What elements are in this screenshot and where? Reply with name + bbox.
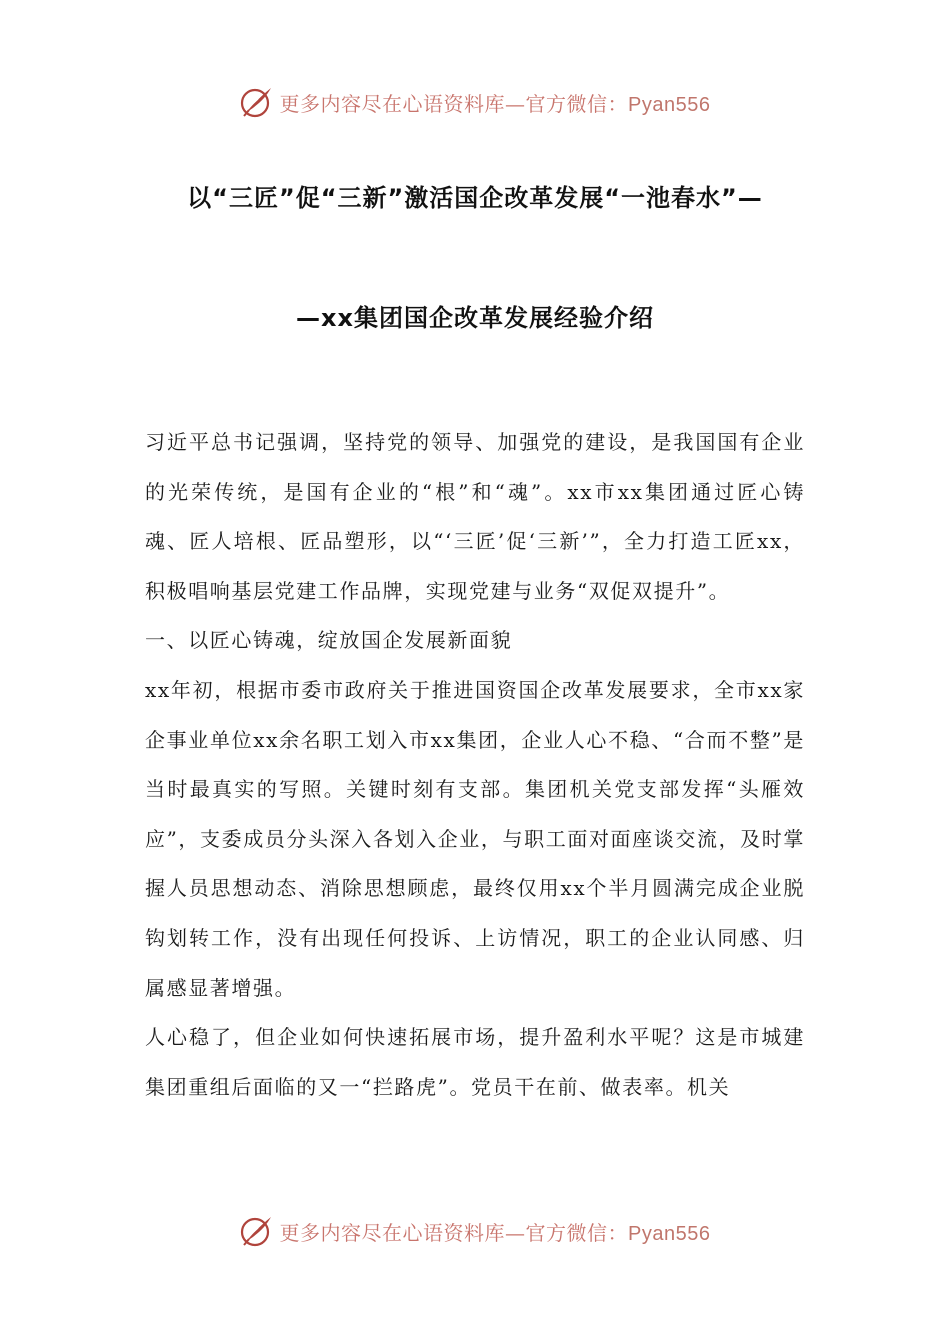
banner-text bbox=[280, 88, 711, 117]
quill-logo-icon bbox=[240, 1214, 274, 1248]
body-paragraph: xx年初，根据市委市政府关于推进国资国企改革发展要求，全市xx家企事业单位xx余名职工划入市xx集团，企业人心不稳、“合而不整”是当时最真实的写照。关键时刻有支部。集团机关党支部发挥“头雁效应”，支委成员分头深入各划入企业，与职工面对面座谈交流，及时掌握人员思想动态、消除思想顾虑，最终仅用xx个半月圆满完成企业脱钩划转工作，没有出现任何投诉、上访情况，职工的企业认同感、归属感显著增强。 bbox=[145, 677, 805, 1000]
header-banner bbox=[0, 82, 950, 122]
banner-text bbox=[280, 1217, 711, 1246]
document-title-line-1: 以“三匠”促“三新”激活国企改革发展“一池春水”— bbox=[187, 184, 763, 212]
banner-wechat-id: Pyan556 bbox=[628, 1222, 711, 1245]
banner-wechat-id: Pyan556 bbox=[628, 93, 711, 116]
footer-banner bbox=[0, 1211, 950, 1251]
body-paragraph: 人心稳了，但企业如何快速拓展市场，提升盈利水平呢？这是市城建集团重组后面临的又一“拦路虎”。党员干在前、做表率。机关 bbox=[145, 1025, 805, 1099]
banner-brand-text: 更多内容尽在心语资料库—官方微信： bbox=[279, 91, 629, 116]
section-heading-1: 一、以匠心铸魂，绽放国企发展新面貌 bbox=[145, 628, 513, 653]
banner-brand-text: 更多内容尽在心语资料库—官方微信： bbox=[279, 1220, 629, 1245]
document-body bbox=[145, 418, 805, 1112]
document-title-line-2: —xx集团国企改革发展经验介绍 bbox=[296, 304, 654, 332]
body-paragraph-intro: 习近平总书记强调，坚持党的领导、加强党的建设，是我国国有企业的光荣传统，是国有企业的“根”和“魂”。xx市xx集团通过匠心铸魂、匠人培根、匠品塑形，以“‘三匠’促‘三新’”，全力打造工匠xx，积极唱响基层党建工作品牌，实现党建与业务“双促双提升”。 bbox=[145, 430, 805, 603]
quill-logo-icon bbox=[240, 85, 274, 119]
